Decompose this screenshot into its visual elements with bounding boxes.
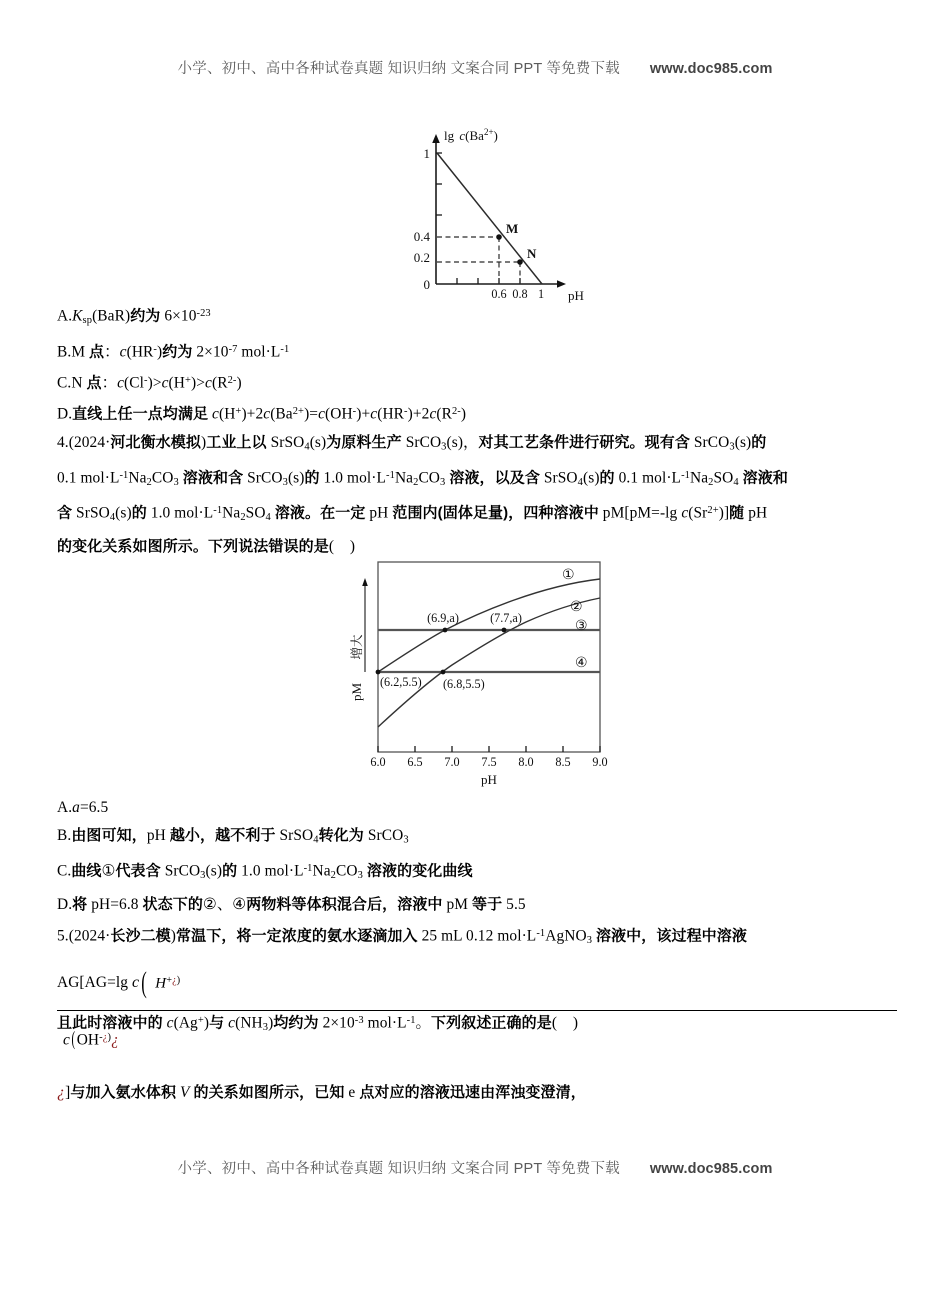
q4-chart-spacer <box>57 562 897 794</box>
chart2-annot-62-55: (6.2,5.5) <box>380 675 422 689</box>
chart-ba-ph-svg <box>400 122 600 307</box>
q4-option-a: A.a=6.5 <box>57 798 109 816</box>
q4-stem-line-1: 4.(2024·河北衡水模拟)工业上以 SrSO$_4$(s)为原料生产 SrCO$_3$(s)，对其工艺条件进行研究。现有含 SrCO$_3$(s)的 <box>57 433 767 453</box>
chart1-point-n-label: N <box>527 246 537 261</box>
watermark-footer <box>0 1157 950 1178</box>
chart1-ylabel: $\lg c(Ba^{2+})$ <box>444 127 498 143</box>
chart1-point-n <box>517 259 523 265</box>
q4-stem-line-3: 含 SrSO$_4$(s)的 1.0 $mol\cdot L^{-1}Na_2SO_4$ 溶液。在一定 pH 范围内(固体足量)，四种溶液中 pM[pM=-lg $c(Sr^{2+})$]随 pH <box>57 504 768 524</box>
chart1-ytick-1: 1 <box>423 146 430 161</box>
chart1-ytick-02: 0.2 <box>413 250 430 265</box>
chart2-xtick-1: 6.5 <box>407 755 423 769</box>
q3-option-b: B.M 点：c(HR-)约为 $2\times 10^{-7}$ $mol\cdot L^{-1}$ <box>57 342 290 360</box>
chart2-xtick-5: 8.5 <box>555 755 571 769</box>
chart1-xtick-06: 0.6 <box>491 287 507 301</box>
chart2-curve-label-2: ② <box>570 599 583 615</box>
q5-stem-line-1: 5.(2024·长沙二模)常温下，将一定浓度的氨水逐滴加入 25 mL 0.12 $mol\cdot L^{-1}AgNO_3$ 溶液中，该过程中溶液 <box>57 926 747 946</box>
q3-option-c: C.N 点：$c(Cl^-)>c(H^+)>c(R^{2-})$ <box>57 373 242 391</box>
q5-formula-line: AG[AG=lg c( H+¿) c(OH-¿)¿ ¿]与加入氨水体积 V 的关系如图所示，已知 e 点对应的溶液迅速由浑浊变澄清， <box>57 955 897 1007</box>
watermark-url: www.doc985.com <box>649 61 773 77</box>
q3-option-a: $A.K_{sp}(BaR)$约为 $6\times 10^{-23}$ <box>57 307 211 326</box>
chart1-xtick-08: 0.8 <box>512 287 528 301</box>
chart2-xtick-4: 8.0 <box>518 755 534 769</box>
chart1-point-m-label: M <box>506 221 519 236</box>
watermark-text: 小学、初中、高中各种试卷真题 知识归纳 文案合同 PPT 等免费下载 <box>177 61 620 77</box>
q4-option-c: C.曲线①代表含 SrCO$_3$(s)的 1.0 $mol\cdot L^{-1}Na_2CO_3$ 溶液的变化曲线 <box>57 862 473 882</box>
chart2-curve-label-1: ① <box>562 567 575 583</box>
q4-stem-line-4: 的变化关系如图所示。下列说法错误的是( ) <box>57 537 356 555</box>
chart2-annot-68-55: (6.8,5.5) <box>443 677 485 691</box>
chart2-xtick-6: 9.0 <box>592 755 608 769</box>
chart1-ytick-04: 0.4 <box>413 229 430 244</box>
chart2-curve-label-3: ③ <box>575 618 588 634</box>
chart2-annot-77a: (7.7,a) <box>490 611 522 625</box>
q4-option-d: D.将 pH=6.8 状态下的②、④两物料等体积混合后，溶液中 pM 等于 5.5 <box>57 895 526 913</box>
q3-option-d: D.直线上任一点均满足 $c(H^+)+2c(Ba^{2+})=c(OH^-)+c(HR^-)+2c(R^{2-})$ <box>57 404 467 422</box>
watermark-text-footer: 小学、初中、高中各种试卷真题 知识归纳 文案合同 PPT 等免费下载 <box>177 1161 620 1177</box>
chart2-ylabel: pM <box>349 682 364 702</box>
chart1-series-line <box>437 153 542 284</box>
chart2-xtick-2: 7.0 <box>444 755 460 769</box>
chart2-xtick-3: 7.5 <box>481 755 497 769</box>
chart1-ytick-0: 0 <box>423 277 430 292</box>
q4-stem-line-2: 0.1 $mol\cdot L^{-1}Na_2CO_3$ 溶液和含 SrCO$_3$(s)的 1.0 $mol\cdot L^{-1}Na_2CO_3$ 溶液，以及含 SrSO$_4$(s)的 0.1 $mol\cdot L^{-1}Na_2SO_4$ 溶液和 <box>57 469 788 488</box>
chart1-yticks <box>414 146 442 292</box>
q4-option-b: B.由图可知，pH 越小，越不利于 SrSO$_4$转化为 SrCO$_3$ <box>57 827 409 846</box>
document-body <box>57 300 897 1102</box>
chart1-xtick-1: 1 <box>537 287 545 301</box>
chart-ba-ph <box>400 122 600 307</box>
watermark-header <box>0 57 950 78</box>
q5-stem-line-3: 且此时溶液中的 c(Ag+)与 $c(NH_3)$均约为 $2\times 10^{-3}$ $mol\cdot L^{-1}$。下列叙述正确的是( ) <box>57 1014 579 1034</box>
chart2-yaxis-arrow-label: 增大 <box>350 634 364 660</box>
chart1-guides-m <box>437 237 499 284</box>
chart2-annot-69a: (6.9,a) <box>427 611 459 625</box>
chart2-xtick-0: 6.0 <box>370 755 386 769</box>
chart2-xlabel: pH <box>481 772 497 787</box>
chart2-curve-label-4: ④ <box>575 655 588 671</box>
watermark-url-footer: www.doc985.com <box>649 1161 773 1177</box>
chart1-xlabel: pH <box>568 288 584 303</box>
chart1-point-m <box>496 234 502 240</box>
